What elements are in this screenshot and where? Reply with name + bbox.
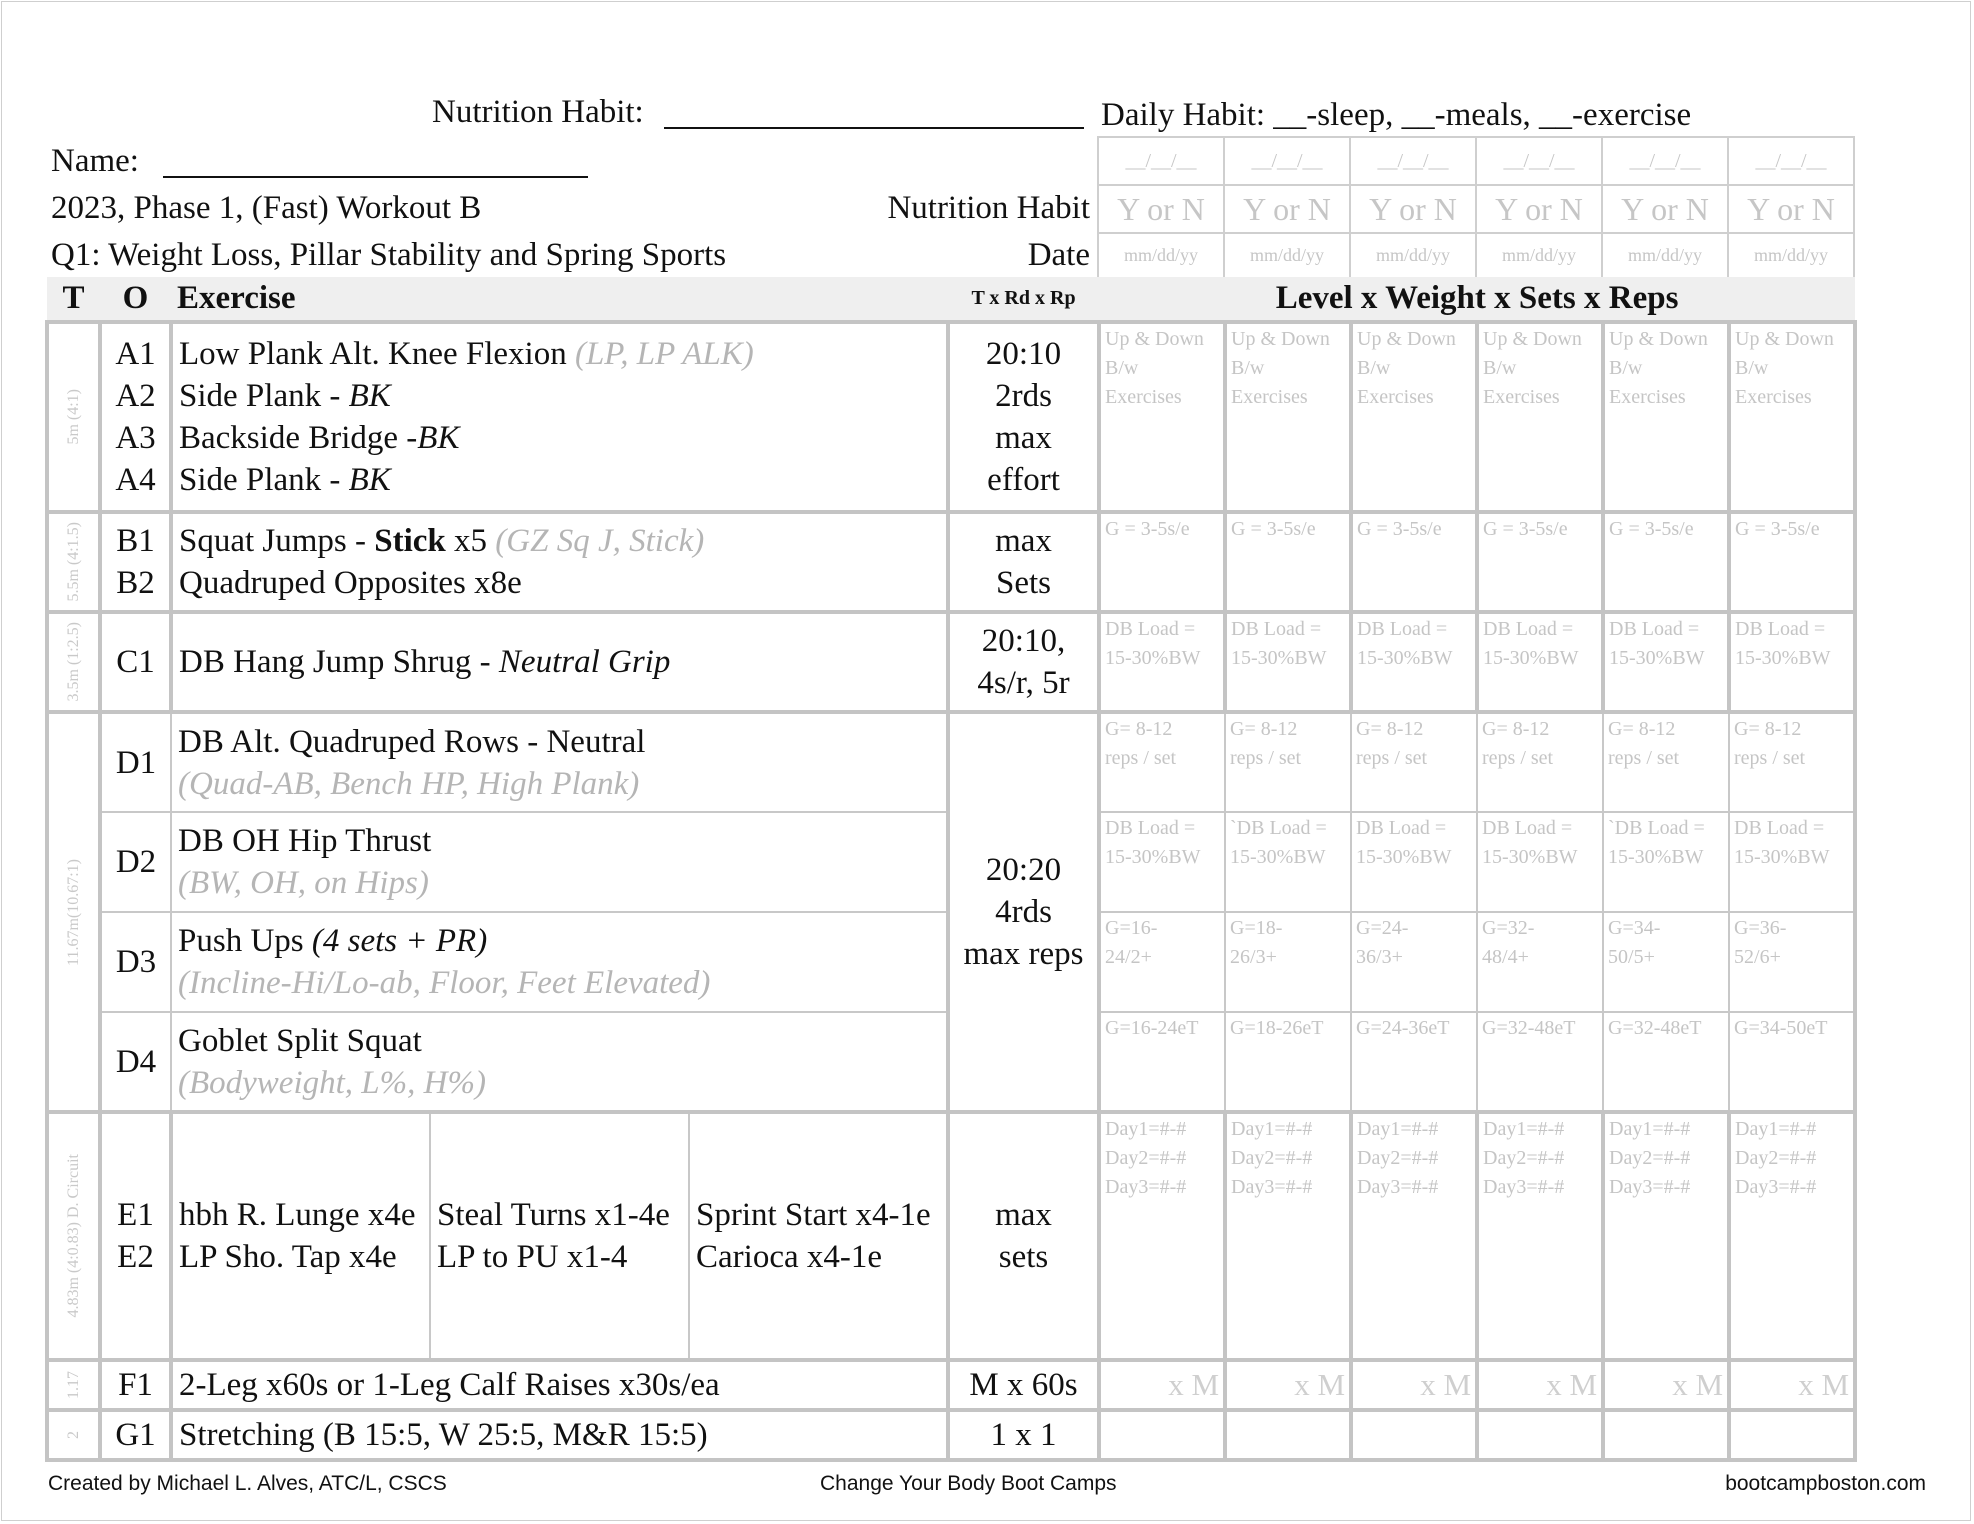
section-c-row (47, 612, 1855, 712)
level-cell[interactable]: G= 8-12 reps / set (1351, 712, 1477, 812)
workout-subtitle: Q1: Weight Loss, Pillar Stability and Spring Sports (51, 237, 727, 273)
level-cell[interactable]: Day1=#-# Day2=#-# Day3=#-# (1225, 1112, 1351, 1360)
section-a-row (47, 322, 1855, 512)
level-cell[interactable]: G=34-50eT (1729, 1012, 1855, 1112)
exercise-d4: Goblet Split Squat (Bodyweight, L%, H%) (171, 1012, 948, 1112)
section-e-time: 4.83m (4:0.83) D. Circuit (47, 1112, 100, 1360)
level-cell[interactable]: G=32-48eT (1477, 1012, 1603, 1112)
blank-cell[interactable]: __/__/__ (1476, 137, 1602, 185)
level-cell[interactable]: G=18- 26/3+ (1225, 912, 1351, 1012)
level-cell[interactable]: DB Load = 15-30%BW (1351, 812, 1477, 912)
yn-cell[interactable]: Y or N (1602, 185, 1728, 233)
section-c-time: 3.5m (1:2.5) (47, 612, 100, 712)
level-cell[interactable]: `DB Load = 15-30%BW (1603, 812, 1729, 912)
blank-row (1098, 137, 1854, 185)
level-cell[interactable]: x M (1477, 1360, 1603, 1410)
section-d1-code: D1 (100, 712, 171, 812)
section-a-codes (100, 322, 171, 512)
level-cell[interactable]: G = 3-5s/e (1477, 512, 1603, 612)
nutrition-habit-label: Nutrition Habit: (432, 94, 644, 130)
col-t-header: T (47, 277, 100, 322)
exercise-b1: Squat Jumps - Stick x5 (GZ Sq J, Stick) (179, 523, 705, 559)
date-cell[interactable]: mm/dd/yy (1098, 233, 1224, 278)
section-f-code: F1 (100, 1360, 171, 1410)
level-cell[interactable]: G=24- 36/3+ (1351, 912, 1477, 1012)
nutrition-habit-blank[interactable] (664, 127, 1084, 129)
col-o-header: O (100, 277, 171, 322)
col-level-header: Level x Weight x Sets x Reps (1099, 277, 1855, 322)
section-e-codes: E1 E2 (100, 1112, 171, 1360)
date-cell[interactable]: mm/dd/yy (1224, 233, 1350, 278)
section-c-code: C1 (100, 612, 171, 712)
level-cell[interactable]: DB Load = 15-30%BW (1099, 812, 1225, 912)
exercise-code: A4 (115, 462, 156, 498)
level-cell[interactable] (1603, 1410, 1729, 1460)
nutrition-habit-line (432, 96, 1084, 129)
section-b-row (47, 512, 1855, 612)
section-c-exercise: DB Hang Jump Shrug - Neutral Grip (171, 612, 948, 712)
date-cell[interactable]: mm/dd/yy (1728, 233, 1854, 278)
section-d-time: 11.67m(10.67:1) (47, 712, 100, 1112)
exercise-b2: Quadruped Opposites x8e (179, 565, 522, 601)
section-f-txr: M x 60s (948, 1360, 1099, 1410)
date-row-label: Date (1027, 237, 1090, 273)
section-d2-code: D2 (100, 812, 171, 912)
date-row (1098, 233, 1854, 278)
name-blank[interactable] (163, 176, 588, 178)
date-cell[interactable]: mm/dd/yy (1602, 233, 1728, 278)
level-cell[interactable]: Day1=#-# Day2=#-# Day3=#-# (1351, 1112, 1477, 1360)
yn-cell[interactable]: Y or N (1224, 185, 1350, 233)
section-e-row (47, 1112, 1855, 1360)
section-a-time: 5m (4:1) (47, 322, 100, 512)
level-cell[interactable] (1351, 1410, 1477, 1460)
blank-cell[interactable]: __/__/__ (1728, 137, 1854, 185)
level-cell[interactable]: G= 8-12 reps / set (1099, 712, 1225, 812)
exercise-d3: Push Ups (4 sets + PR) (Incline-Hi/Lo-ab, Floor, Feet Elevated) (171, 912, 948, 1012)
footer-credit: Created by Michael L. Alves, ATC/L, CSCS (48, 1472, 447, 1495)
level-cell[interactable]: DB Load = 15-30%BW (1225, 612, 1351, 712)
level-cell[interactable]: Up & Down B/w Exercises (1351, 322, 1477, 512)
col-txr-header: T x Rd x Rp (948, 277, 1099, 322)
section-b-exercises (171, 512, 948, 612)
section-g-code: G1 (100, 1410, 171, 1460)
level-cell[interactable] (1477, 1410, 1603, 1460)
nutrition-yn-row (1098, 185, 1854, 233)
nutrition-habit-row-label: Nutrition Habit (887, 190, 1090, 226)
level-cell[interactable]: G= 8-12 reps / set (1225, 712, 1351, 812)
level-cell[interactable]: Day1=#-# Day2=#-# Day3=#-# (1099, 1112, 1225, 1360)
exercise-d1: DB Alt. Quadruped Rows - Neutral (Quad-AB, Bench HP, High Plank) (171, 712, 948, 812)
workout-table (45, 277, 1857, 1462)
level-cell[interactable]: Up & Down B/w Exercises (1477, 322, 1603, 512)
section-e-txr: max sets (948, 1112, 1099, 1360)
exercise-g1: Stretching (B 15:5, W 25:5, M&R 15:5) (171, 1410, 948, 1460)
level-cell[interactable] (1729, 1410, 1855, 1460)
level-cell[interactable]: Up & Down B/w Exercises (1603, 322, 1729, 512)
section-a-exercises (171, 322, 948, 512)
circuit-column-3: Sprint Start x4-1e Carioca x4-1e (689, 1112, 948, 1360)
col-exercise-header: Exercise (171, 277, 948, 322)
section-d-txr: 20:20 4rds max reps (948, 712, 1099, 1112)
level-cell[interactable]: G = 3-5s/e (1603, 512, 1729, 612)
exercise-code: A2 (115, 378, 156, 414)
exercise-code: A1 (115, 336, 156, 372)
level-cell[interactable]: G= 8-12 reps / set (1477, 712, 1603, 812)
section-g-txr: 1 x 1 (948, 1410, 1099, 1460)
section-g-row (47, 1410, 1855, 1460)
footer-company: Change Your Body Boot Camps (820, 1472, 1117, 1495)
level-cell[interactable]: Up & Down B/w Exercises (1225, 322, 1351, 512)
level-cell[interactable]: G = 3-5s/e (1729, 512, 1855, 612)
level-cell[interactable]: x M (1225, 1360, 1351, 1410)
level-cell[interactable]: `DB Load = 15-30%BW (1225, 812, 1351, 912)
level-cell[interactable]: G = 3-5s/e (1351, 512, 1477, 612)
name-label: Name: (51, 143, 139, 179)
section-d1-row (47, 712, 1855, 812)
blank-cell[interactable]: __/__/__ (1224, 137, 1350, 185)
section-b-txr: max Sets (948, 512, 1099, 612)
section-b-time: 5.5m (4:1.5) (47, 512, 100, 612)
circuit-column-1: hbh R. Lunge x4e LP Sho. Tap x4e (171, 1112, 430, 1360)
date-cell[interactable]: mm/dd/yy (1350, 233, 1476, 278)
section-d4-code: D4 (100, 1012, 171, 1112)
level-cell[interactable]: DB Load = 15-30%BW (1729, 612, 1855, 712)
level-cell[interactable]: G=16- 24/2+ (1099, 912, 1225, 1012)
level-cell[interactable]: DB Load = 15-30%BW (1477, 612, 1603, 712)
section-f-time: 1.17 (47, 1360, 100, 1410)
yn-cell[interactable]: Y or N (1350, 185, 1476, 233)
exercise-a3: Backside Bridge -BK (179, 420, 460, 456)
tracking-grid (1097, 136, 1855, 279)
level-cell[interactable]: G = 3-5s/e (1099, 512, 1225, 612)
daily-habit-line: Daily Habit: __-sleep, __-meals, __-exercise (1101, 97, 1692, 133)
name-line (51, 145, 588, 178)
section-d3-code: D3 (100, 912, 171, 1012)
blank-cell[interactable]: __/__/__ (1098, 137, 1224, 185)
level-cell[interactable]: Day1=#-# Day2=#-# Day3=#-# (1477, 1112, 1603, 1360)
level-cell[interactable]: Day1=#-# Day2=#-# Day3=#-# (1729, 1112, 1855, 1360)
yn-cell[interactable]: Y or N (1476, 185, 1602, 233)
level-cell[interactable]: x M (1099, 1360, 1225, 1410)
level-cell[interactable]: G = 3-5s/e (1225, 512, 1351, 612)
workout-title: 2023, Phase 1, (Fast) Workout B (51, 190, 482, 226)
level-cell[interactable]: G= 8-12 reps / set (1603, 712, 1729, 812)
circuit-column-2: Steal Turns x1-4e LP to PU x1-4 (430, 1112, 689, 1360)
level-cell[interactable]: x M (1351, 1360, 1477, 1410)
level-cell[interactable] (1225, 1410, 1351, 1460)
exercise-a4: Side Plank - BK (179, 462, 391, 498)
level-cell[interactable]: Up & Down B/w Exercises (1729, 322, 1855, 512)
level-cell[interactable]: G=18-26eT (1225, 1012, 1351, 1112)
level-cell[interactable]: x M (1603, 1360, 1729, 1410)
exercise-f1: 2-Leg x60s or 1-Leg Calf Raises x30s/ea (171, 1360, 948, 1410)
level-cell[interactable]: DB Load = 15-30%BW (1099, 612, 1225, 712)
exercise-d2: DB OH Hip Thrust (BW, OH, on Hips) (171, 812, 948, 912)
exercise-a1: Low Plank Alt. Knee Flexion (LP, LP ALK) (179, 336, 754, 372)
exercise-code: A3 (115, 420, 156, 456)
level-cell[interactable]: DB Load = 15-30%BW (1351, 612, 1477, 712)
level-cell[interactable]: G=32-48eT (1603, 1012, 1729, 1112)
section-g-time: 2 (47, 1410, 100, 1460)
section-b-codes: B1 B2 (100, 512, 171, 612)
blank-cell[interactable]: __/__/__ (1350, 137, 1476, 185)
level-cell[interactable]: G=16-24eT (1099, 1012, 1225, 1112)
section-a-txr: 20:10 2rds max effort (948, 322, 1099, 512)
level-cell[interactable]: DB Load = 15-30%BW (1603, 612, 1729, 712)
level-cell[interactable]: DB Load = 15-30%BW (1477, 812, 1603, 912)
level-cell[interactable]: Up & Down B/w Exercises (1099, 322, 1225, 512)
yn-cell[interactable]: Y or N (1728, 185, 1854, 233)
level-cell[interactable]: x M (1729, 1360, 1855, 1410)
column-header-row (47, 277, 1855, 322)
footer-website[interactable]: bootcampboston.com (1725, 1472, 1926, 1495)
level-cell[interactable]: G=24-36eT (1351, 1012, 1477, 1112)
level-cell[interactable]: G=34- 50/5+ (1603, 912, 1729, 1012)
exercise-a2: Side Plank - BK (179, 378, 391, 414)
level-cell[interactable] (1099, 1410, 1225, 1460)
level-cell[interactable]: G=32- 48/4+ (1477, 912, 1603, 1012)
section-f-row (47, 1360, 1855, 1410)
blank-cell[interactable]: __/__/__ (1602, 137, 1728, 185)
yn-cell[interactable]: Y or N (1098, 185, 1224, 233)
level-cell[interactable]: G= 8-12 reps / set (1729, 712, 1855, 812)
section-c-txr: 20:10, 4s/r, 5r (948, 612, 1099, 712)
level-cell[interactable]: Day1=#-# Day2=#-# Day3=#-# (1603, 1112, 1729, 1360)
level-cell[interactable]: DB Load = 15-30%BW (1729, 812, 1855, 912)
date-cell[interactable]: mm/dd/yy (1476, 233, 1602, 278)
level-cell[interactable]: G=36- 52/6+ (1729, 912, 1855, 1012)
